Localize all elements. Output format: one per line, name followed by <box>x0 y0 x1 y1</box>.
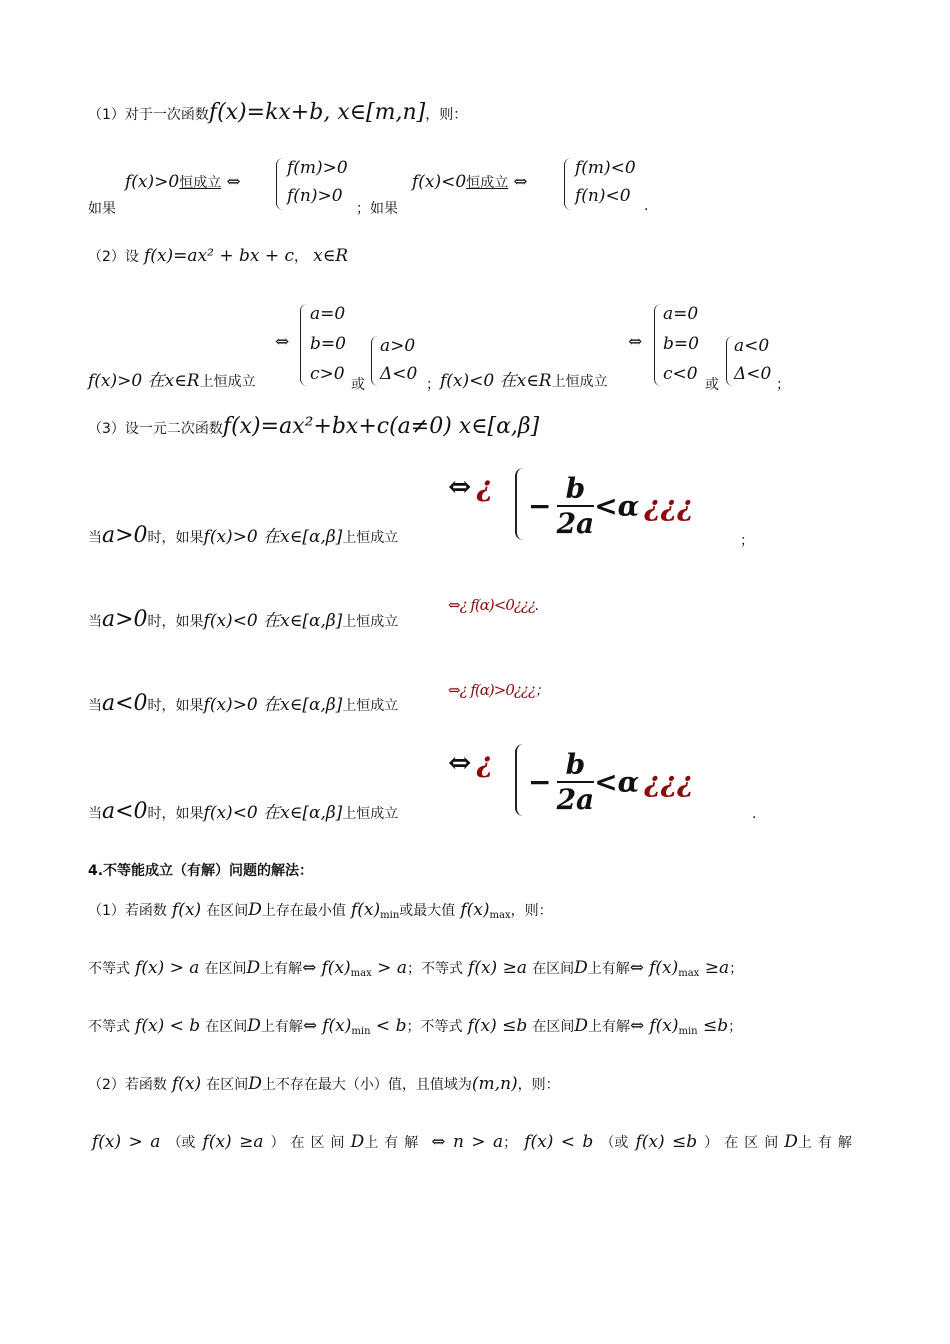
s3-r1-expr <box>528 472 694 540</box>
s4-last-b: （或 <box>167 1135 196 1151</box>
s1-iff2: ⇔ <box>513 172 528 192</box>
s4-l2-ineq2: 不等式 <box>420 1019 463 1035</box>
s2-sysC-0: a=0 <box>663 304 699 324</box>
s1-end: . <box>644 198 649 214</box>
s2-iff-left: ⇔ <box>275 332 290 352</box>
s1-hold1: 恒成立 <box>179 175 222 191</box>
s1-if1: 如果 <box>88 201 116 217</box>
s3-r1-brace <box>515 468 523 540</box>
s3-r1-num: b <box>557 472 595 507</box>
s3-r4-frac <box>557 748 595 816</box>
s4-last-D: D <box>350 1132 365 1152</box>
s4-l2-ineq: 不等式 <box>88 1019 130 1035</box>
s4-l1-D: D <box>246 958 261 978</box>
s4-p1-fmin: f(x) <box>351 900 381 920</box>
s3-r4-den: 2a <box>556 783 595 816</box>
s3-r1-iff: ⇔ <box>448 470 472 503</box>
s3-r4-brace <box>515 744 523 816</box>
s3-r1-lt: <α <box>594 489 640 523</box>
s3-r4-minus: − <box>528 765 552 799</box>
s4-last-j: f(x) ≤b <box>635 1132 698 1152</box>
s3-r4-tail: 上恒成立 <box>342 806 399 822</box>
s4-l1-ge: f(x) ≥a <box>468 958 527 978</box>
s3-r1-rhs <box>448 470 493 503</box>
s4-l1-has: 上有解 <box>260 961 303 977</box>
s2-sysA-2: c>0 <box>310 364 345 384</box>
s3-intro: （3）设一元二次函数 <box>88 421 223 437</box>
s4-last-e: 上有解 <box>364 1135 425 1151</box>
s4-p1-d: 或最大值 <box>399 903 456 919</box>
s3-r1-glyph: ¿ <box>476 470 493 503</box>
s3-r2-apos: a>0 <box>102 607 148 632</box>
s4-l1-iff2: ⇔ <box>629 958 644 978</box>
s3-r2-expr: ⇔¿ f(α)<0¿¿¿ <box>448 596 536 614</box>
s1-cond1: f(x)>0 <box>125 172 180 192</box>
s2-left-tail: 上恒成立 <box>199 374 256 390</box>
s3-r4-if: 时，如果 <box>147 806 204 822</box>
s4-last-g: ； <box>503 1135 518 1151</box>
s3-r4-dot: . <box>752 806 757 822</box>
s4-l1-gt: f(x) > a <box>135 958 200 978</box>
s4-l1-max: max <box>350 968 372 979</box>
s4-p1-D: D <box>248 900 262 920</box>
s3-r3-when: 当 <box>88 698 102 714</box>
s2-right-cond: f(x)<0 在x∈R <box>440 371 552 391</box>
s3-r4-when: 当 <box>88 806 102 822</box>
s3-r4-cond: f(x)<0 在x∈[α,β] <box>203 803 343 823</box>
s4-l2-rle: ≤b <box>697 1016 729 1036</box>
s4-last-a: f(x) > a <box>92 1132 161 1152</box>
s4-l1-in2: 在区间 <box>532 961 575 977</box>
s3-r1-tail: 上恒成立 <box>342 530 399 546</box>
s2-sysB-0: a>0 <box>380 336 416 356</box>
s2-right-line <box>440 366 608 391</box>
s3-row2 <box>88 606 398 632</box>
s1-sep: ；如果 <box>356 201 398 217</box>
s3-r1-apos: a>0 <box>102 523 148 548</box>
s4-l1-D2: D <box>574 958 588 978</box>
s4-line2 <box>88 1016 742 1037</box>
s4-p2-D: D <box>248 1074 262 1094</box>
s2-sysD-1: Δ<0 <box>734 364 772 384</box>
s4-last-D2: D <box>784 1132 798 1152</box>
s4-l2-min: min <box>351 1026 371 1037</box>
s3-row1 <box>88 522 398 548</box>
s2-right-tail: 上恒成立 <box>551 374 608 390</box>
s2-sysC-1: b=0 <box>663 334 699 354</box>
s2-intro-math: f(x)=ax² + bx + c <box>144 246 295 266</box>
s1-intro: （1）对于一次函数 <box>88 107 209 123</box>
s3-r3-expr: ⇔¿ f(α)>0¿¿¿ <box>448 681 536 699</box>
s3-r1-den: 2a <box>556 507 595 540</box>
s2-iff-right: ⇔ <box>628 332 643 352</box>
s1-intro-math: f(x)=kx+b, x∈[m,n] <box>208 100 426 125</box>
s3-r1-glyphs: ¿¿¿ <box>644 489 694 523</box>
s3-r4-rhs <box>448 746 493 779</box>
s3-r2-dot: . <box>535 598 539 614</box>
s4-l2-in: 在区间 <box>205 1019 248 1035</box>
s3-intro-math: f(x)=ax²+bx+c(a≠0) x∈[α,β] <box>222 414 540 439</box>
s4-p2-fx: f(x) <box>172 1074 202 1094</box>
s4-l1-ineq2: 不等式 <box>420 961 463 977</box>
s3-r4-iff: ⇔ <box>448 746 472 779</box>
s4-last-k: ）在区间 <box>704 1135 785 1151</box>
s3-r4-glyphs: ¿¿¿ <box>644 765 694 799</box>
s4-p1-max: max <box>489 910 511 921</box>
s4-l2-semi: ； <box>406 1019 421 1035</box>
s2-sysA-1: b=0 <box>310 334 346 354</box>
s1-intro-line <box>88 100 467 125</box>
s4-l2-D: D <box>247 1016 261 1036</box>
s4-last-l: 上有解 <box>797 1135 858 1151</box>
s4-p2-e: ，则： <box>517 1077 560 1093</box>
s4-l2-fx: f(x) <box>322 1016 352 1036</box>
s4-l2-semi2: ； <box>728 1019 743 1035</box>
s2-sysA-0: a=0 <box>310 304 346 324</box>
s4-last-c: f(x) ≥a <box>202 1132 264 1152</box>
s1-cond2-line <box>412 172 528 192</box>
s4-l2-lt: f(x) < b <box>135 1016 201 1036</box>
s3-intro-line <box>88 414 539 439</box>
s2-braceB <box>371 336 378 386</box>
s4-p1-a: （1）若函数 <box>88 903 167 919</box>
s4-p1-min: min <box>380 910 400 921</box>
s3-r3-aneg: a<0 <box>102 691 148 716</box>
s4-l2-iff2: ⇔ <box>629 1016 645 1036</box>
s2-intro-mid: ， <box>294 249 309 265</box>
s1-cond1-line <box>125 172 241 192</box>
s4-l1-fx2: f(x) <box>649 958 679 978</box>
s2-or-right: 或 <box>705 377 719 393</box>
s4-p1-fx: f(x) <box>172 900 202 920</box>
s3-r3-cond: f(x)>0 在x∈[α,β] <box>203 695 343 715</box>
s2-braceA <box>300 304 307 386</box>
s4-l2-has2: 上有解 <box>587 1019 630 1035</box>
s3-row3 <box>88 690 398 716</box>
s4-l1-max2: max <box>678 968 700 979</box>
s4-p2-b: 在区间 <box>206 1077 249 1093</box>
s4-last <box>92 1132 858 1152</box>
s2-semi-left: ； <box>426 377 440 393</box>
s1-sys2-1: f(n)<0 <box>575 186 631 206</box>
s1-sys2-0: f(m)<0 <box>575 158 636 178</box>
s1-brace2 <box>564 158 571 210</box>
s4-l1-semi: ； <box>406 961 421 977</box>
s2-intro-line <box>88 246 348 266</box>
s3-r1-frac <box>557 472 595 540</box>
s1-brace1 <box>276 158 283 210</box>
s4-l2-iff: ⇔ <box>302 1016 318 1036</box>
s4-line1 <box>88 958 743 979</box>
s3-r4-aneg: a<0 <box>102 799 148 824</box>
s3-r4-glyph: ¿ <box>476 746 493 779</box>
s4-p1-c: 上存在最小值 <box>261 903 346 919</box>
s3-r2-when: 当 <box>88 614 102 630</box>
s4-last-f: ⇔ n > a <box>431 1132 504 1152</box>
s4-p2 <box>88 1074 560 1094</box>
s2-sysC-2: c<0 <box>663 364 698 384</box>
s4-l1-rge: ≥a <box>699 958 730 978</box>
s3-r1-cond: f(x)>0 在x∈[α,β] <box>203 527 343 547</box>
s4-l2-D2: D <box>574 1016 588 1036</box>
s3-r3-semi: ； <box>535 683 549 699</box>
s3-r1-minus: − <box>528 489 552 523</box>
s1-hold2: 恒成立 <box>466 175 509 191</box>
s2-left-cond: f(x)>0 在x∈R <box>88 371 200 391</box>
s3-r1-semi: ； <box>740 533 754 549</box>
s1-intro-end: ，则： <box>425 107 468 123</box>
s4-l2-rlt: < b <box>370 1016 407 1036</box>
s4-heading: 4.不等能成立（有解）问题的解法： <box>88 863 314 879</box>
s2-sysB-1: Δ<0 <box>380 364 418 384</box>
s4-l1-ineq: 不等式 <box>88 961 130 977</box>
s1-iff1: ⇔ <box>226 172 241 192</box>
s4-p2-a: （2）若函数 <box>88 1077 167 1093</box>
s3-r2-rhs <box>448 596 538 614</box>
s3-r3-if: 时，如果 <box>147 698 204 714</box>
s4-p2-c: 上不存在最大（小）值，且值域为 <box>261 1077 472 1093</box>
s4-p1-e: ，则： <box>510 903 553 919</box>
s3-r4-lt: <α <box>594 765 640 799</box>
s2-semi-right: ； <box>776 377 790 393</box>
s2-braceD <box>726 336 733 386</box>
s3-r2-cond: f(x)<0 在x∈[α,β] <box>203 611 343 631</box>
s4-last-h: f(x) < b <box>524 1132 594 1152</box>
s3-r2-if: 时，如果 <box>147 614 204 630</box>
s2-or-left: 或 <box>351 377 365 393</box>
s4-l2-has: 上有解 <box>260 1019 303 1035</box>
s4-l1-semi2: ； <box>729 961 744 977</box>
s4-p1-b: 在区间 <box>206 903 249 919</box>
s4-l1-has2: 上有解 <box>587 961 630 977</box>
s4-l2-le: f(x) ≤b <box>467 1016 528 1036</box>
s4-p1 <box>88 900 553 921</box>
s4-l1-rgt: > a <box>371 958 407 978</box>
s2-left-line <box>88 366 256 391</box>
s1-sys1-0: f(m)>0 <box>287 158 348 178</box>
s2-intro: （2）设 <box>88 249 139 265</box>
s4-p1-fmax: f(x) <box>460 900 490 920</box>
s1-cond2: f(x)<0 <box>412 172 467 192</box>
s4-l2-in2: 在区间 <box>532 1019 575 1035</box>
s4-l2-fx2: f(x) <box>649 1016 679 1036</box>
s3-r2-tail: 上恒成立 <box>342 614 399 630</box>
s3-r4-num: b <box>557 748 595 783</box>
s3-r1-if: 时，如果 <box>147 530 204 546</box>
s2-intro-math2: x∈R <box>313 246 349 266</box>
s4-last-i: （或 <box>600 1135 629 1151</box>
s3-r3-rhs <box>448 680 548 700</box>
s2-braceC <box>654 304 661 386</box>
s4-l1-in: 在区间 <box>204 961 247 977</box>
s4-p2-range: (m,n) <box>471 1074 518 1094</box>
s4-l1-fx: f(x) <box>321 958 351 978</box>
s4-l1-iff: ⇔ <box>302 958 317 978</box>
s3-row4 <box>88 798 398 824</box>
s3-r1-when: 当 <box>88 530 102 546</box>
s4-last-d: ）在区间 <box>270 1135 351 1151</box>
s3-r4-expr <box>528 748 694 816</box>
s1-sys1-1: f(n)>0 <box>287 186 343 206</box>
s4-l2-min2: min <box>678 1026 698 1037</box>
s2-sysD-0: a<0 <box>734 336 770 356</box>
s3-r3-tail: 上恒成立 <box>342 698 399 714</box>
